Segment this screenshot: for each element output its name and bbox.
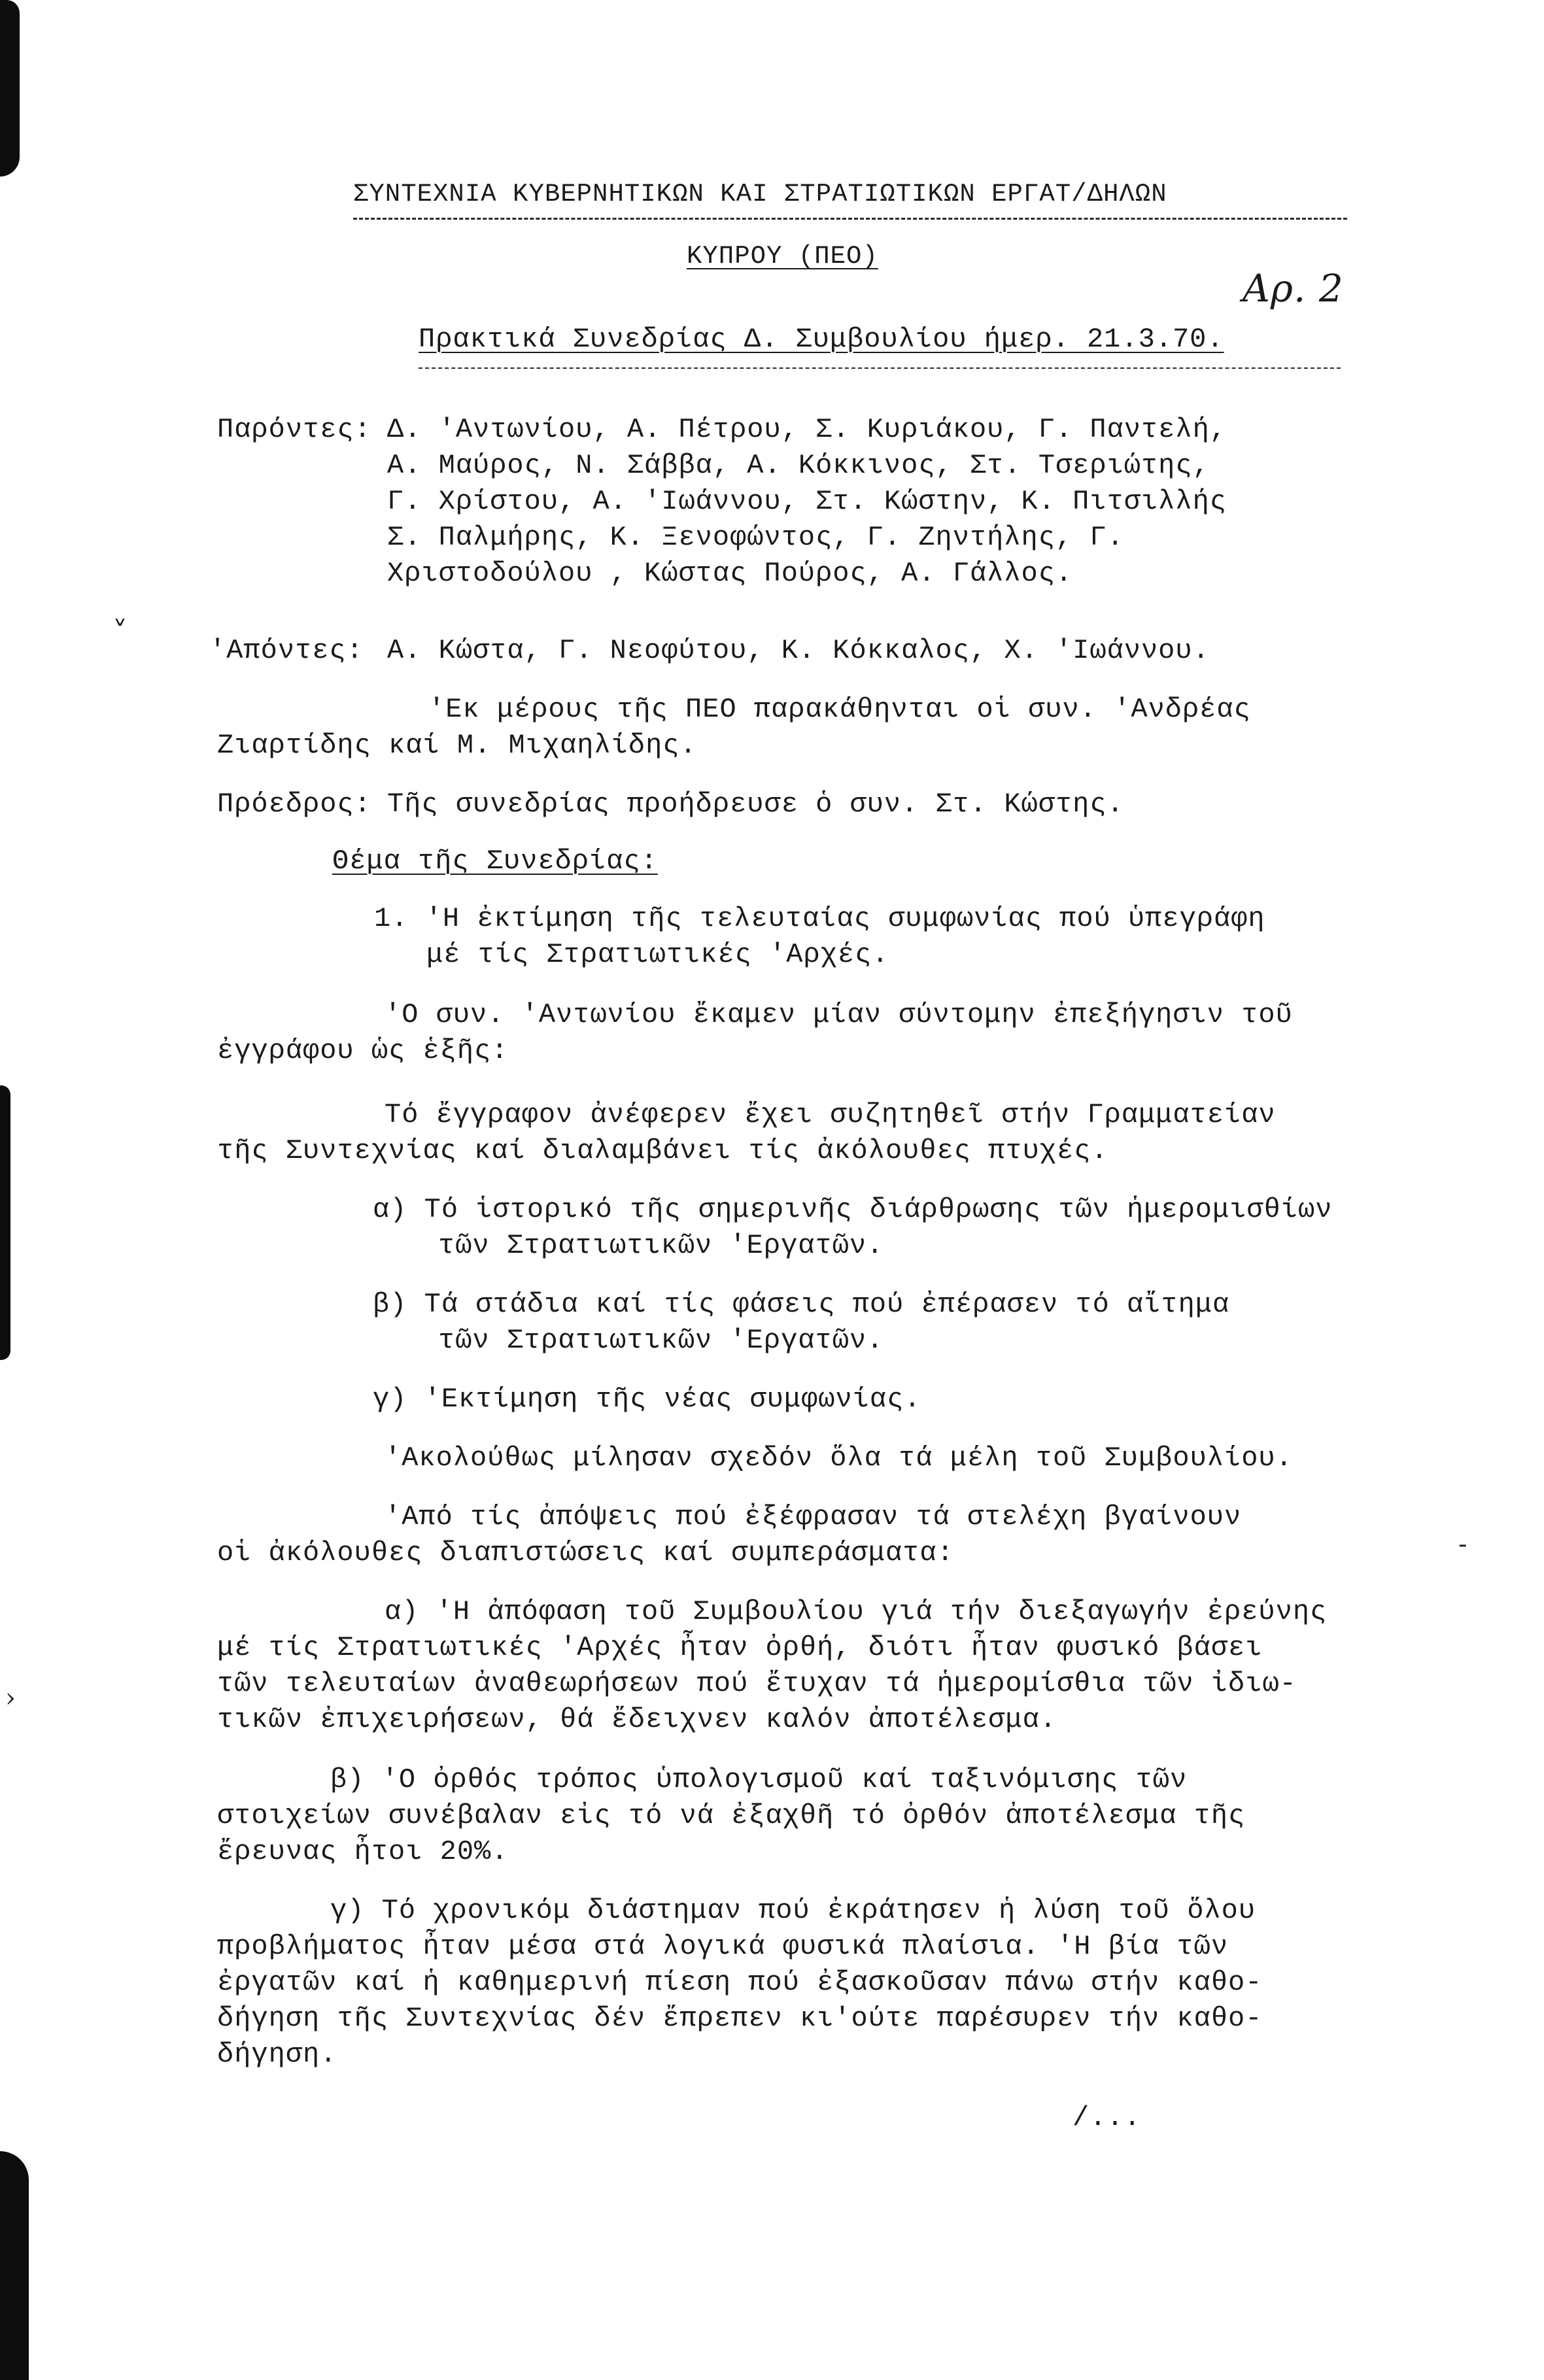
conclusion-c: προβλήματος ἦταν μέσα στά λογικά φυσικά πλαίσια. 'Η βία τῶν	[217, 1931, 1229, 1962]
organization-name: ΣΥΝΤΕΧΝΙΑ ΚΥΒΕΡΝΗΤΙΚΩΝ ΚΑΙ ΣΤΡΑΤΙΩΤΙΚΩΝ ΕΡΓΑΤ/ΔΗΛΩΝ	[353, 180, 1167, 209]
agenda-item: μέ τίς Στρατιωτικές 'Αρχές.	[426, 939, 889, 970]
margin-tick-mark: ˅	[112, 615, 128, 650]
document-title: Πρακτικά Συνεδρίας Δ. Συμβουλίου ήμερ. 21.3.70.	[419, 324, 1224, 355]
conclusion-a: α) 'Η ἀπόφαση τοῦ Συμβουλίου γιά τήν διεξαγωγήν ἐρεύνης	[385, 1596, 1328, 1627]
paragraph-line: οἱ ἀκόλουθες διαπιστώσεις καί συμπεράσματα:	[217, 1537, 954, 1569]
conclusion-b: ἔρευνας ἦτοι 20%.	[217, 1836, 509, 1867]
present-label: Παρόντες:	[217, 414, 371, 445]
present-line: Σ. Παλμήρης, Κ. Ξενοφώντος, Γ. Ζηντήλης, Γ.	[387, 522, 1124, 553]
chair-text: Τῆς συνεδρίας προήδρευσε ὁ συν. Στ. Κώστης.	[387, 789, 1124, 820]
attendance-note: 'Εκ μέρους τῆς ΠΕΟ παρακάθηνται οἱ συν. 'Ανδρέας	[428, 694, 1251, 725]
paragraph-line: Τό ἔγγραφον ἀνέφερεν ἔχει συζητηθεῖ στήν Γραμματείαν	[385, 1099, 1276, 1130]
conclusion-c: ἐργατῶν καί ἡ καθημερινή πίεση πού ἐξασκοῦσαν πάνω στήν καθο-	[217, 1967, 1263, 1998]
present-line: Χριστοδούλου , Κώστας Πούρος, Α. Γάλλος.	[387, 558, 1073, 589]
margin-dash-mark: -	[1458, 1529, 1467, 1559]
agenda-title: Θέμα τῆς Συνεδρίας:	[332, 845, 658, 877]
paragraph-line: ἐγγράφου ὡς ἑξῆς:	[217, 1035, 509, 1066]
conclusion-c: γ) Τό χρονικόμ διάστημαν πού ἐκράτησεν ἡ λύση τοῦ ὅλου	[330, 1895, 1256, 1926]
conclusion-b: β) 'Ο ὀρθός τρόπος ὑπολογισμοῦ καί ταξινόμισης τῶν	[330, 1764, 1188, 1795]
paragraph-line: 'Ακολούθως μίλησαν σχεδόν ὅλα τά μέλη τοῦ Συμβουλίου.	[385, 1442, 1293, 1474]
conclusion-c: δήγηση τῆς Συντεχνίας δέν ἔπρεπεν κι'ούτε παρέσυρεν τήν καθο-	[217, 2003, 1263, 2034]
present-line: Α. Μαύρος, Ν. Σάββα, Α. Κόκκινος, Στ. Τσεριώτης,	[387, 450, 1210, 481]
organization-name-line2: ΚΥΠΡΟΥ (ΠΕΟ)	[687, 242, 878, 271]
scan-blot-bottom	[0, 2151, 29, 2380]
list-item: γ) 'Εκτίμηση τῆς νέας συμφωνίας.	[373, 1384, 921, 1415]
attendance-note: Ζιαρτίδης καί Μ. Μιχαηλίδης.	[217, 730, 697, 761]
list-item: τῶν Στρατιωτικῶν 'Εργατῶν.	[438, 1325, 884, 1356]
conclusion-a: τῶν τελευταίων ἀναθεωρήσεων πού ἔτυχαν τά ἡμερομίσθια τῶν ἰδιω-	[217, 1668, 1297, 1699]
absent-line: Α. Κώστα, Γ. Νεοφύτου, Κ. Κόκκαλος, Χ. 'Ιωάννου.	[387, 635, 1210, 666]
conclusion-a: τικῶν ἐπιχειρήσεων, θά ἔδειχνεν καλόν ἀποτέλεσμα.	[217, 1704, 1057, 1735]
list-item: τῶν Στρατιωτικῶν 'Εργατῶν.	[438, 1230, 884, 1261]
list-item: β) Τά στάδια καί τίς φάσεις πού ἐπέρασεν τό αἴτημα	[373, 1289, 1230, 1320]
scan-blot-top	[0, 0, 20, 177]
present-line: Γ. Χρίστου, Α. 'Ιωάννου, Στ. Κώστην, Κ. Πιτσιλλής	[387, 486, 1227, 517]
scan-blot-mid	[0, 1085, 10, 1360]
conclusion-b: στοιχείων συνέβαλαν εἰς τό νά ἐξαχθῆ τό ὀρθόν ἀποτέλεσμα τῆς	[217, 1800, 1246, 1831]
present-line: Δ. 'Αντωνίου, Α. Πέτρου, Σ. Κυριάκου, Γ. Παντελή,	[387, 414, 1227, 445]
paragraph-line: 'Από τίς ἀπόψεις πού ἐξέφρασαν τά στελέχη βγαίνουν	[385, 1501, 1242, 1533]
continued-marker: /...	[1072, 2102, 1141, 2134]
conclusion-a: μέ τίς Στρατιωτικές 'Αρχές ἦταν ὀρθή, διότι ἦταν φυσικό βάσει	[217, 1632, 1263, 1663]
paragraph-line: 'Ο συν. 'Αντωνίου ἔκαμεν μίαν σύντομην ἐπεξήγησιν τοῦ	[385, 999, 1293, 1030]
reference-note: Αρ. 2	[1243, 266, 1344, 311]
list-item: α) Τό ἱστορικό τῆς σημερινῆς διάρθρωσης τῶν ἡμερομισθίων	[373, 1194, 1333, 1225]
header-divider	[353, 218, 1347, 220]
title-divider	[419, 367, 1341, 369]
absent-label: 'Απόντες:	[209, 635, 364, 666]
agenda-item: 1. 'Η ἐκτίμηση τῆς τελευταίας συμφωνίας πού ὑπεγράφη	[374, 903, 1265, 934]
conclusion-c: δήγηση.	[217, 2039, 337, 2070]
paragraph-line: τῆς Συντεχνίας καί διαλαμβάνει τίς ἀκόλουθες πτυχές.	[217, 1135, 1108, 1166]
chair-label: Πρόεδρος:	[217, 789, 371, 820]
margin-tick-mark-2: ›	[5, 1683, 16, 1713]
